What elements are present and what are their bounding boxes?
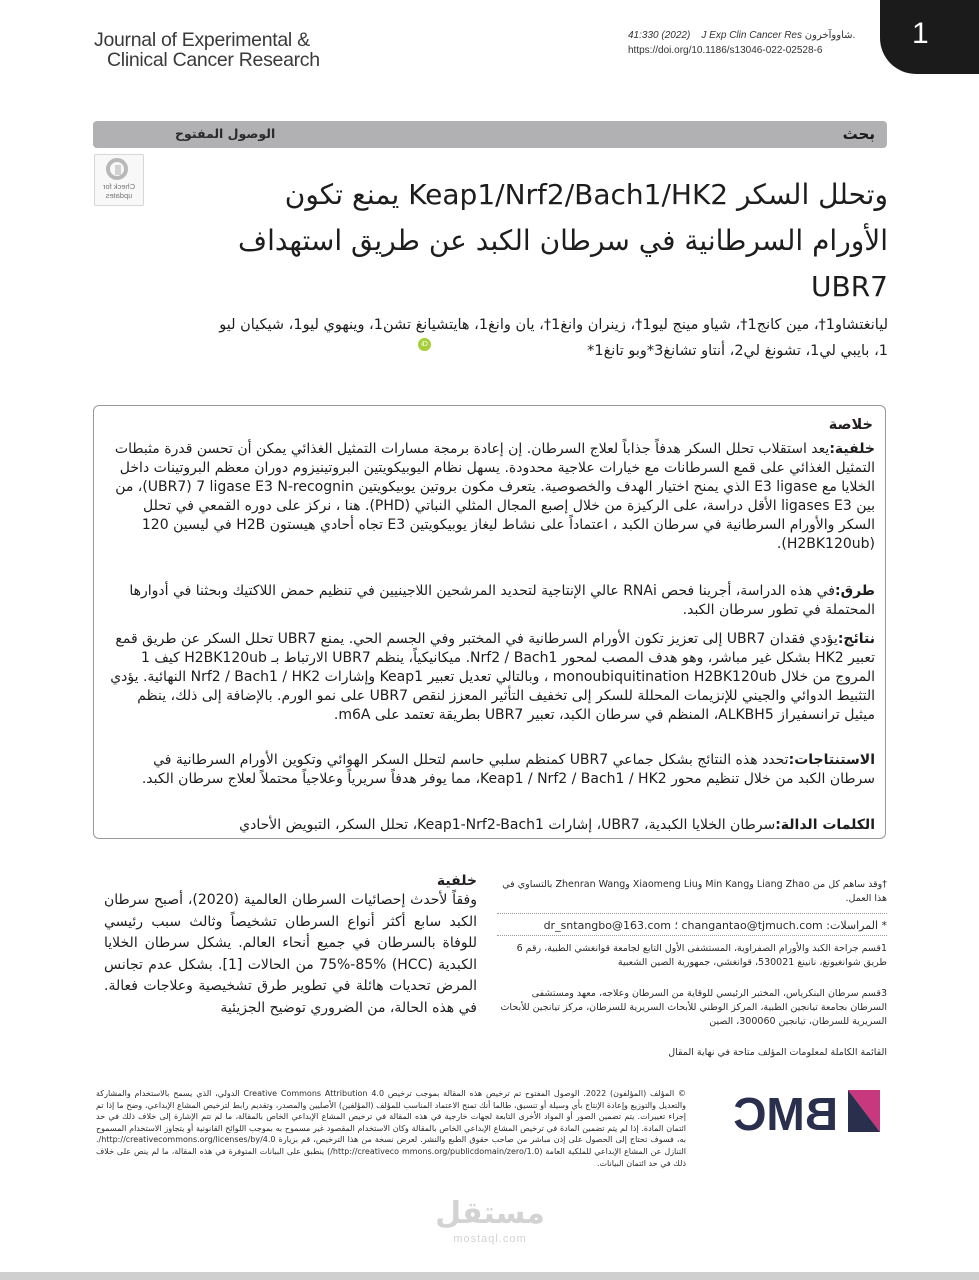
abstract-methods-text: في هذه الدراسة، أجرينا فحص RNAi عالي الإنتاجية لتحديد المرشحين اللاجينيين في تنظيم حمض اللاكتيك وبحثنا في أدوارها المحتملة في تطور سرطان الكبد. — [129, 583, 875, 618]
citation-authors: شاووآخرون. — [804, 30, 856, 41]
notes-divider-2 — [497, 935, 887, 936]
author-line-1: ليانغتشاو1†، مين كانج1†، شياو مينج ليو1†، زينران وانغ1†، يان وانغ1، هايتشيانغ تشن1، وينهوي ليو1، شيكيان ليو — [219, 317, 888, 333]
affiliation-3: 3قسم سرطان البنكرياس، المختبر الرئيسي للوقاية من السرطان وعلاجه، معهد ومستشفى السرطان بجامعة تيانجين الطبية، المركز الوطني للأبحاث السريرية للسرطان، مركز تيانجين للأبحاث السريرية للسرطان، تيانجين 300060، الصين — [500, 988, 887, 1027]
abstract-conclusions-text: تحدد هذه النتائج بشكل جماعي UBR7 كمنظم سلبي حاسم لتحلل السكر الهوائي وتكوين الأورام السرطانية في سرطان الكبد من خلال تنظيم محور Keap1 / Nrf2 / Bach1 / HK2، مما يوفر هدفاً سريرياً وعلاجياً محتملاً لعلاج سرطان الكبد. — [141, 752, 875, 787]
copyright-license: © المؤلف (المؤلفون) 2022. الوصول المفتوح تم ترخيص هذه المقالة بموجب ترخيص Creative Commons Attribution 4.0 الدولي، الذي يسمح بالاستخدام والمشاركة والتعديل والتوزيع وإعادة الإنتاج بأي وسيلة أو تنسيق، طالما أنك تمنح الاعتماد المناسب للمؤلف (المؤلفين) الأصليين والمصدر، وتقديم رابط لترخيص المشاع الإبداعي، وضح ما إذا تم إجراء تغييرات. يتم تضمين الصور أو المواد الأخرى التابعة لجهات خارجية في هذه المقالة في ترخيص المشاع الإبداعي الخاص بالمقالة، ما لم تتم الإشارة إلى خلاف ذلك في حد ائتمان المادة. إذا لم يتم تضمين المادة في ترخيص المشاع الإبداعي الخاص بالمقالة وكان الاستخدام المقصود غير مسموح به بموجب اللوائح القانونية أو يتجاوز الاستخدام المسموح به، فسوف تحتاج إلى الحصول على إذن مباشر من صاحب حقوق الطبع والنشر. لعرض نسخة من هذا الترخيص، قم بزيارة http://creativecommons.org/licenses/by/4.0/. التنازل عن المشاع الإبداعي للملكية العامة (http://creativeco mmons.org/publicdomain/zero/1.0/) ينطبق على البيانات المتوفرة في هذه المقالة، ما لم ينص على خلاف ذلك في حد ائتمان البيانات. — [96, 1089, 687, 1168]
bmc-logo-graphic — [708, 1080, 888, 1140]
abstract-background-label: خلفية: — [829, 441, 875, 457]
abstract-conclusions-label: الاستنتاجات: — [788, 752, 875, 768]
page-number: 1 — [912, 17, 929, 50]
watermark-arabic: مستقل — [435, 1196, 545, 1231]
abstract-results-label: نتائج: — [837, 631, 875, 647]
open-access-label: الوصول المفتوح — [175, 126, 276, 141]
abstract-keywords — [104, 816, 875, 835]
citation — [628, 28, 898, 58]
journal-name-line1: Journal of Experimental & — [94, 29, 310, 51]
author-list — [140, 312, 888, 364]
bottom-strip — [0, 1272, 979, 1280]
affiliation-1: 1قسم جراحة الكبد والأورام الصفراوية، المستشفى الأول التابع لجامعة قوانغشي الطبية، رقم 6 طريق شوانغيونغ، نانينغ 530021، قوانغشي، جمهورية الصين الشعبية — [516, 943, 887, 968]
equal-contribution-note: †وقد ساهم كل من Liang Zhao وMin Kang وXiaomeng Liu وZhenran Wang بالتساوي في هذا العمل. — [502, 879, 887, 904]
background-body: وفقاً لأحدث إحصائيات السرطان العالمية (2020)، أصبح سرطان الكبد سابع أكثر أنواع السرطان تشخيصاً وثالث سبب رئيسي للوفاة بالسرطان في جميع أنحاء العالم. يشكل سرطان الخلايا الكبدية (HCC) 75%-85% من الحالات [1]. بشكل عدم تجانس المرض تحديات هائلة في تطوير طرق تشخيصية وعلاجات فعالة. في هذه الحالة، من الضروري توضيح الجزيئية — [104, 892, 478, 1016]
orcid-icon[interactable]: iD — [418, 338, 431, 351]
page-badge — [880, 0, 979, 74]
abstract-results — [104, 630, 875, 725]
correspondence-note[interactable]: * المراسلات: changantao@tjmuch.com ؛ dr_sntangbo@163.com — [543, 919, 887, 932]
article-type-label: بحث — [842, 125, 875, 143]
citation-volume: 41:330 (2022) — [628, 30, 691, 41]
abstract-keywords-label: الكلمات الدالة: — [775, 817, 875, 833]
full-author-info-note: القائمة الكاملة لمعلومات المؤلف متاحة في نهاية المقال — [668, 1047, 887, 1058]
bmc-logo-text: BMC — [733, 1088, 838, 1140]
check-updates-icon — [106, 158, 128, 180]
journal-name — [94, 30, 334, 70]
bmc-logo — [708, 1080, 888, 1140]
article-title: وتحلل السكر Keap1/Nrf2/Bach1/HK2 يمنع تكون الأورام السرطانية في سرطان الكبد عن طريق استهداف UBR7 — [238, 178, 888, 303]
doi-link[interactable]: https://doi.org/10.1186/s13046-022-02528-6 — [628, 45, 823, 56]
background-heading: خلفية — [436, 873, 477, 889]
journal-name-line2: Clinical Cancer Research — [107, 49, 320, 71]
check-for-updates-badge[interactable] — [94, 154, 144, 206]
check-updates-label: Check for updates — [102, 182, 136, 200]
abstract-background — [104, 440, 875, 554]
abstract-results-text: يؤدي فقدان UBR7 إلى تعزيز تكون الأورام السرطانية في المختبر وفي الجسم الحي. يمنع UBR7 تحلل السكر عن طريق قمع تعبير HK2 بشكل غير مباشر، وهو هدف المصب لمحور Nrf2 / Bach1. ميكانيكياً، ينظم UBR7 الارتباط بـ H2BK120ub كيف 1 المروج من خلال monoubiquitination H2BK120ub ، وبالتالي تعديل تعبير Keap1 وإشارات Nrf2 / Bach1 / HK2 النهائية. يؤدي التثبيط الدوائي والجيني للإنزيمات المحللة للسكر إلى تخفيف التأثير المعزز لنقص UBR7 على نمو الورم. بالإضافة إلى ذلك، ينظم ميثيل ترانسفيراز ALKBH5، المنظم في سرطان الكبد، تعبير UBR7 بطريقة تعتمد على m6A. — [110, 631, 875, 723]
citation-journal: J Exp Clin Cancer Res — [701, 30, 802, 41]
abstract-methods-label: طرق: — [834, 583, 875, 599]
abstract-keywords-text: سرطان الخلايا الكبدية، UBR7، إشارات Keap1-Nrf2-Bach1، تحلل السكر، التبويض الأحادي — [239, 817, 776, 833]
watermark — [420, 1196, 560, 1256]
abstract-conclusions — [104, 751, 875, 789]
author-line-2: 1، بايبي لي1، تشونغ لي2، أنتاو تشانغ3*وبو تانغ1* — [587, 343, 888, 359]
abstract-background-text: يعد استقلاب تحلل السكر هدفاً جذاباً لعلاج السرطان. إن إعادة برمجة مسارات التمثيل الغذائي يمكن أن تحسن قدرة مثبطات التمثيل الغذائي على قمع السرطانات مع خيارات علاجية محدودة. يسهل نظام اليوبيكويتين البروتينيزوم دوران معظم البروتينات داخل الخلايا مع E3 ligase الذي يمنح اختيار الهدف والخصوصية. يتعرف مكون بروتين يوبيكويتين UBR7) 7 ligase E3 N-recognin)، من بين ligases E3 الأقل دراسة، على الركيزة من خلال إصبع المجال المثلي النباتي (PHD). هنا ، نركز على دوره القمعي في تحلل السكر والأورام السرطانية في سرطان الكبد ، اعتماداً على نشاط ليغاز يوبيكويتين E3 تجاه أحادي هيستون H2B في ليسين 120 (H2BK120ub). — [114, 441, 875, 552]
abstract-heading: خلاصة — [828, 417, 873, 433]
abstract-methods — [104, 582, 875, 620]
notes-divider — [497, 913, 887, 914]
watermark-url: mostaql.com — [453, 1233, 527, 1245]
